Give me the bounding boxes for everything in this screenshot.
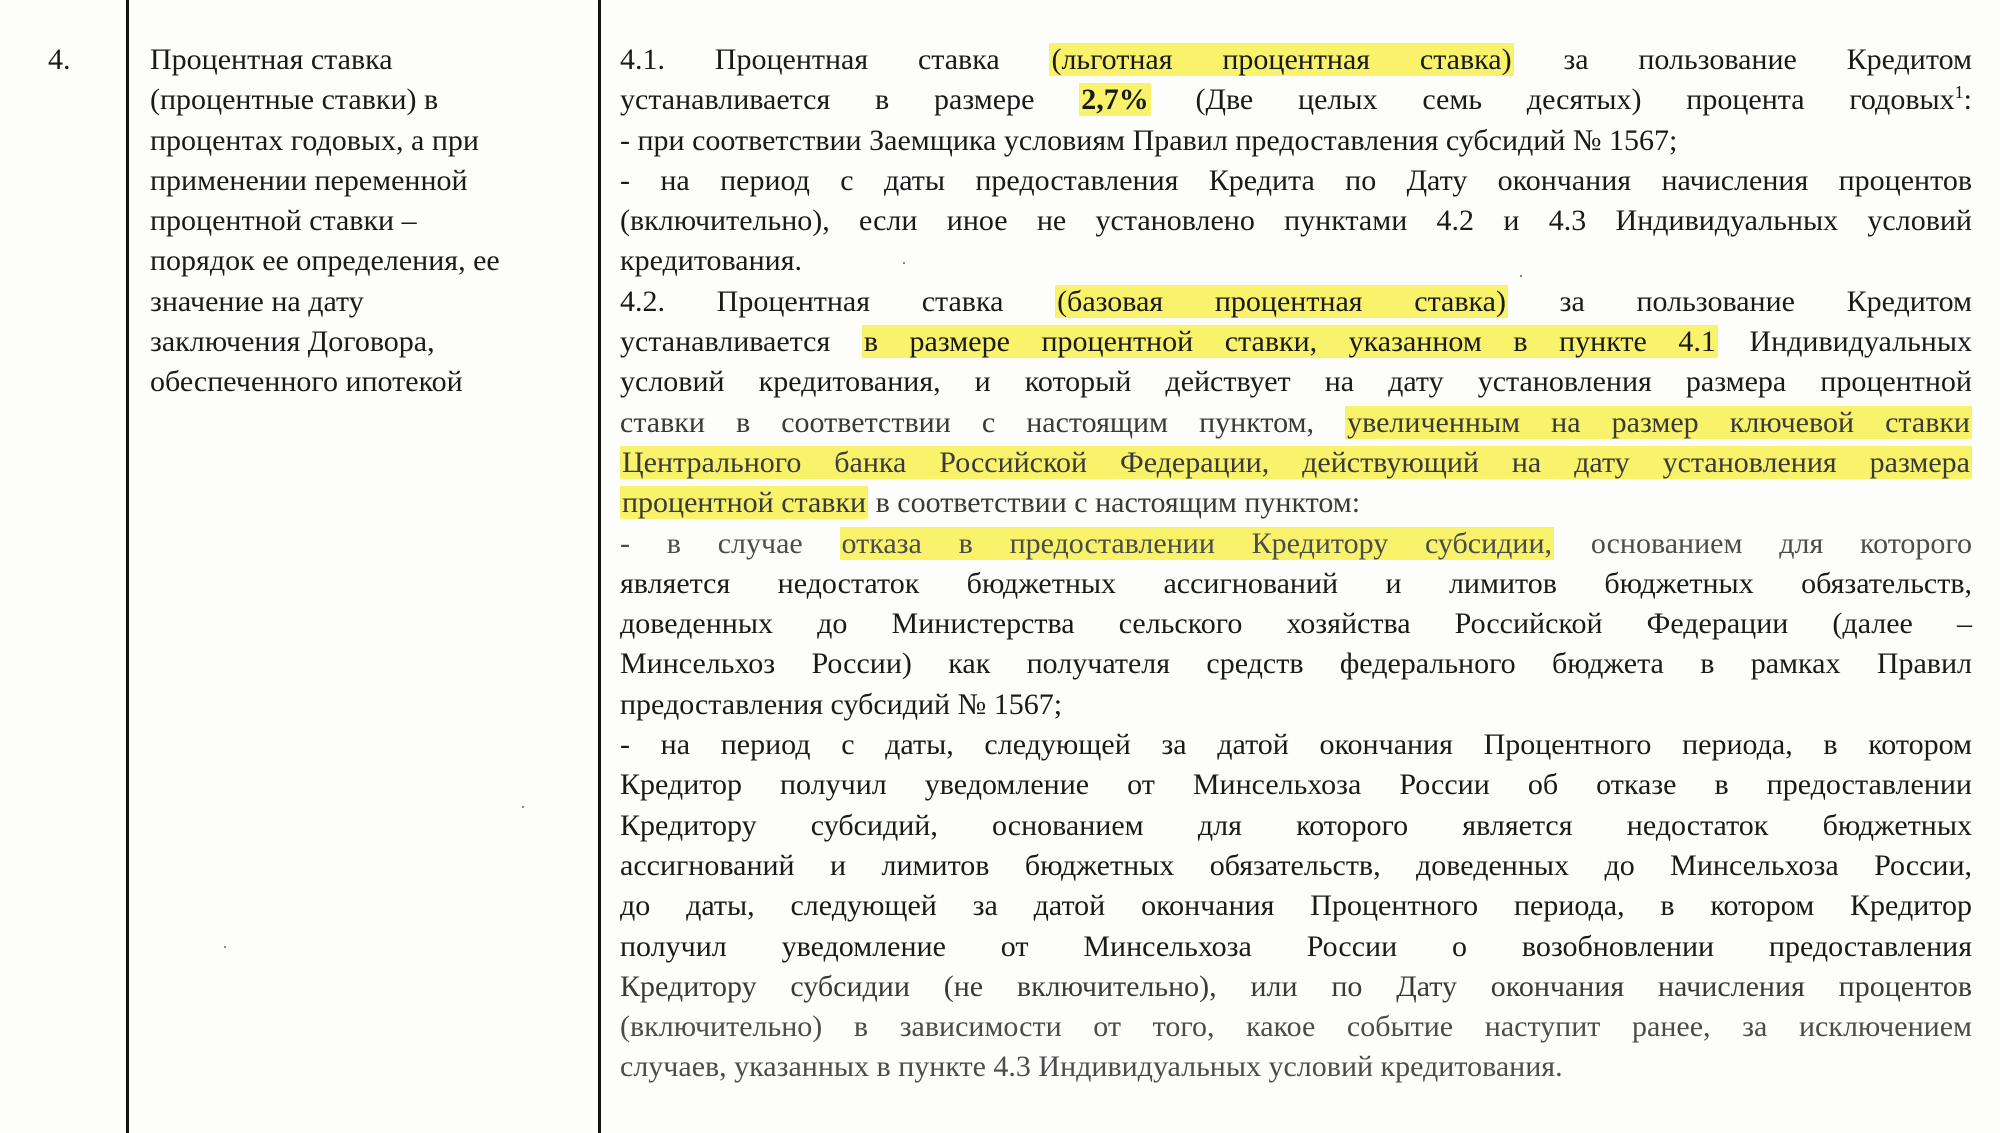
highlight-rate-reference: в размере процентной ставки, указанном в пункте 4.1 <box>863 325 1716 359</box>
p42-line-2 <box>620 322 1972 362</box>
highlight-central-bank: Центрального банка Российской Федерации, действующий на дату установления размера <box>622 445 1970 479</box>
p42-line-20: случаев, указанных в пункте 4.3 Индивидуальных условий кредитования. <box>620 1050 1563 1084</box>
label-line: (процентные ставки) в <box>150 83 439 117</box>
row-label-cell <box>150 40 580 403</box>
p42-line-14: Кредитору субсидий, основанием для которого является недостаток бюджетных <box>620 808 1972 842</box>
p42-line-7 <box>620 524 1972 564</box>
text-run: 4.1. Процентная ставка <box>620 43 1050 76</box>
p42-line-19: (включительно) в зависимости от того, какое событие наступит ранее, за исключением <box>620 1010 1972 1044</box>
scan-speck <box>1520 275 1522 277</box>
text-run: за пользование Кредитом <box>1513 43 1972 76</box>
label-line: значение на дату <box>150 284 364 318</box>
label-line: обеспеченного ипотекой <box>150 365 463 399</box>
p42-line-12: - на период с даты, следующей за датой окончания Процентного периода, в котором <box>620 728 1972 762</box>
row-content-cell <box>620 40 1972 1088</box>
text-run: Индивидуальных <box>1717 325 1972 359</box>
row-number: 4. <box>48 43 71 76</box>
highlight-preferential-rate: (льготная процентная ставка) <box>1051 43 1512 76</box>
text-run: : <box>1963 83 1972 117</box>
footnote-mark: 1 <box>1954 82 1964 103</box>
p42-line-10: Минсельхоз России) как получателя средств федерального бюджета в рамках Правил <box>620 647 1972 681</box>
text-run: 4.2. Процентная ставка <box>620 284 1056 318</box>
p42-line-11: предоставления субсидий № 1567; <box>620 687 1063 721</box>
p42-line-8: является недостаток бюджетных ассигнований и лимитов бюджетных обязательств, <box>620 566 1972 600</box>
p42-line-17: получил уведомление от Минсельхоза России о возобновлении предоставления <box>620 929 1972 963</box>
p41-line-4: - на период с даты предоставления Кредита по Дату окончания начисления процентов <box>620 163 1972 197</box>
label-line: процентной ставки – <box>150 204 417 238</box>
text-run: (Две целых семь десятых) процента годовых <box>1150 83 1955 117</box>
scan-speck <box>522 806 524 808</box>
p42-line-6 <box>620 483 1972 523</box>
p42-line-16: до даты, следующей за датой окончания Процентного периода, в котором Кредитор <box>620 889 1972 923</box>
text-run: устанавливается <box>620 325 862 359</box>
text-run: основанием для которого <box>1554 526 1972 560</box>
text-run: в соответствии с настоящим пунктом: <box>868 486 1361 520</box>
table-border-middle <box>598 0 601 1133</box>
text-run: ставки в соответствии с настоящим пунктом, <box>620 405 1346 439</box>
text-run: - в случае <box>620 526 840 560</box>
p41-line-5: (включительно), если иное не установлено пунктами 4.2 и 4.3 Индивидуальных условий <box>620 204 1972 238</box>
p42-line-5 <box>620 443 1972 483</box>
p42-line-15: ассигнований и лимитов бюджетных обязательств, доведенных до Минсельхоза России, <box>620 848 1972 882</box>
label-line: применении переменной <box>150 163 468 197</box>
text-run: устанавливается в размере <box>620 83 1080 117</box>
label-line: Процентная ставка <box>150 43 393 76</box>
p41-line-6: кредитования. <box>620 244 803 278</box>
scan-speck <box>903 262 905 264</box>
label-line: процентах годовых, а при <box>150 123 479 157</box>
p41-line-3: - при соответствии Заемщика условиям Правил предоставления субсидий № 1567; <box>620 123 1678 157</box>
p42-line-4 <box>620 403 1972 443</box>
p41-line-1 <box>620 40 1972 80</box>
p42-line-3: условий кредитования, и который действует на дату установления размера процентной <box>620 365 1972 399</box>
highlight-subsidy-refusal: отказа в предоставлении Кредитору субсидии, <box>841 526 1553 560</box>
p42-line-1 <box>620 282 1972 322</box>
highlight-rate-value: 2,7% <box>1081 83 1149 117</box>
highlight-key-rate: увеличенным на размер ключевой ставки <box>1347 405 1970 439</box>
scan-speck <box>224 946 226 948</box>
text-run: за пользование Кредитом <box>1507 284 1972 318</box>
p42-line-9: доведенных до Министерства сельского хозяйства Российской Федерации (далее – <box>620 607 1972 641</box>
p42-line-13: Кредитор получил уведомление от Минсельхоза России об отказе в предоставлении <box>620 768 1972 802</box>
highlight-rate-term: процентной ставки <box>622 486 867 520</box>
label-line: заключения Договора, <box>150 325 435 359</box>
highlight-base-rate: (базовая процентная ставка) <box>1057 284 1506 318</box>
table-border-left <box>126 0 129 1133</box>
p41-line-2 <box>620 80 1972 120</box>
p42-line-18: Кредитору субсидии (не включительно), или по Дату окончания начисления процентов <box>620 969 1972 1003</box>
label-line: порядок ее определения, ее <box>150 244 500 278</box>
